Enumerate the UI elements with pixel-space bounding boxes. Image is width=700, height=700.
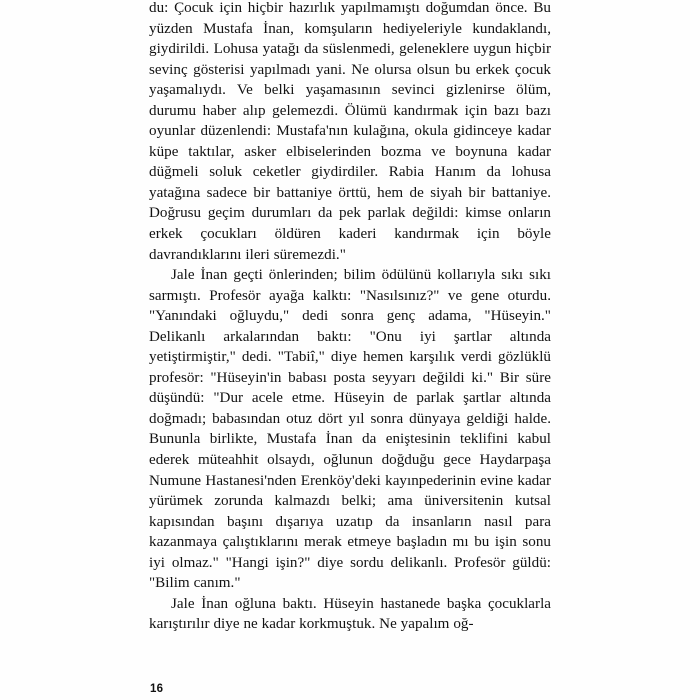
paragraph-third: Jale İnan oğluna baktı. Hüseyin hastanede başka çocuklarla karıştırılır diye ne kadar korkmuştuk. Ne yapalım oğ- [149, 595, 551, 633]
paragraph-second: Jale İnan geçti önlerinden; bilim ödülünü kollarıyla sıkı sıkı sarmıştı. Profesör ayağa kalktı: "Nasılsınız?" ve gene oturdu. "Yanındaki oğluydu," dedi sonra genç adama, "Hüseyin." Delikanlı arkalarından baktı: "Onu iyi şartlar altında yetiştirmiştir," dedi. "Tabiî," diye hemen karşılık verdi gözlüklü profesör: "Hüseyin'in babası posta seyyarı değildi ki." Bir süre düşündü: "Dur acele etme. Hüseyin de parlak şartlar altında doğmadı; babasından otuz dört yıl sonra dünyaya geldiği halde. Bununla birlikte, Mustafa İnan da eniştesinin teklifini kabul ederek müteahhit olsaydı, oğlunun doğduğu gece Haydarpaşa Numune Hastanesi'nden Erenköy'deki kayınpederinin evine kadar yürümek zorunda kalmazdı belki; ama üniversitenin kutsal kapısından başını dışarıya uzatıp da insanların nasıl para kazanmaya çalıştıklarını merak etmeye başladın mı bu işin sonu iyi olmaz." "Hangi işin?" diye sordu delikanlı. Profesör güldü: "Bilim canım." [149, 267, 551, 592]
page-number: 16 [150, 683, 164, 695]
paragraph-continuation: du: Çocuk için hiçbir hazırlık yapılmamıştı doğumdan önce. Bu yüzden Mustafa İnan, komşuların hediyeleriyle kundaklandı, giydirildi. Lohusa yatağı da süslenmedi, geleneklere uygun hiçbir sevinç gösterisi yapılmadı yani. Ne olursa olsun bu erkek çocuk yaşamalıydı. Ve belki yaşamasının sevinci gizlenirse ölüm, durumu haber alıp gelemezdi. Ölümü kandırmak için bazı bazı oyunlar düzenlendi: Mustafa'nın kulağına, okula gidinceye kadar küpe taktılar, asker elbiselerinden bozma ve boynuna kadar düğmeli soluk ceketler giydirdiler. Rabia Hanım da lohusa yatağına sadece bir battaniye örttü, hem de siyah bir battaniye. Doğrusu geçim durumları da pek parlak değildi: kimse onların erkek çocukları öldüren kaderi kandırmak için böyle davrandıklarını ileri süremezdi." [149, 0, 551, 263]
page-text-body [149, 0, 551, 635]
